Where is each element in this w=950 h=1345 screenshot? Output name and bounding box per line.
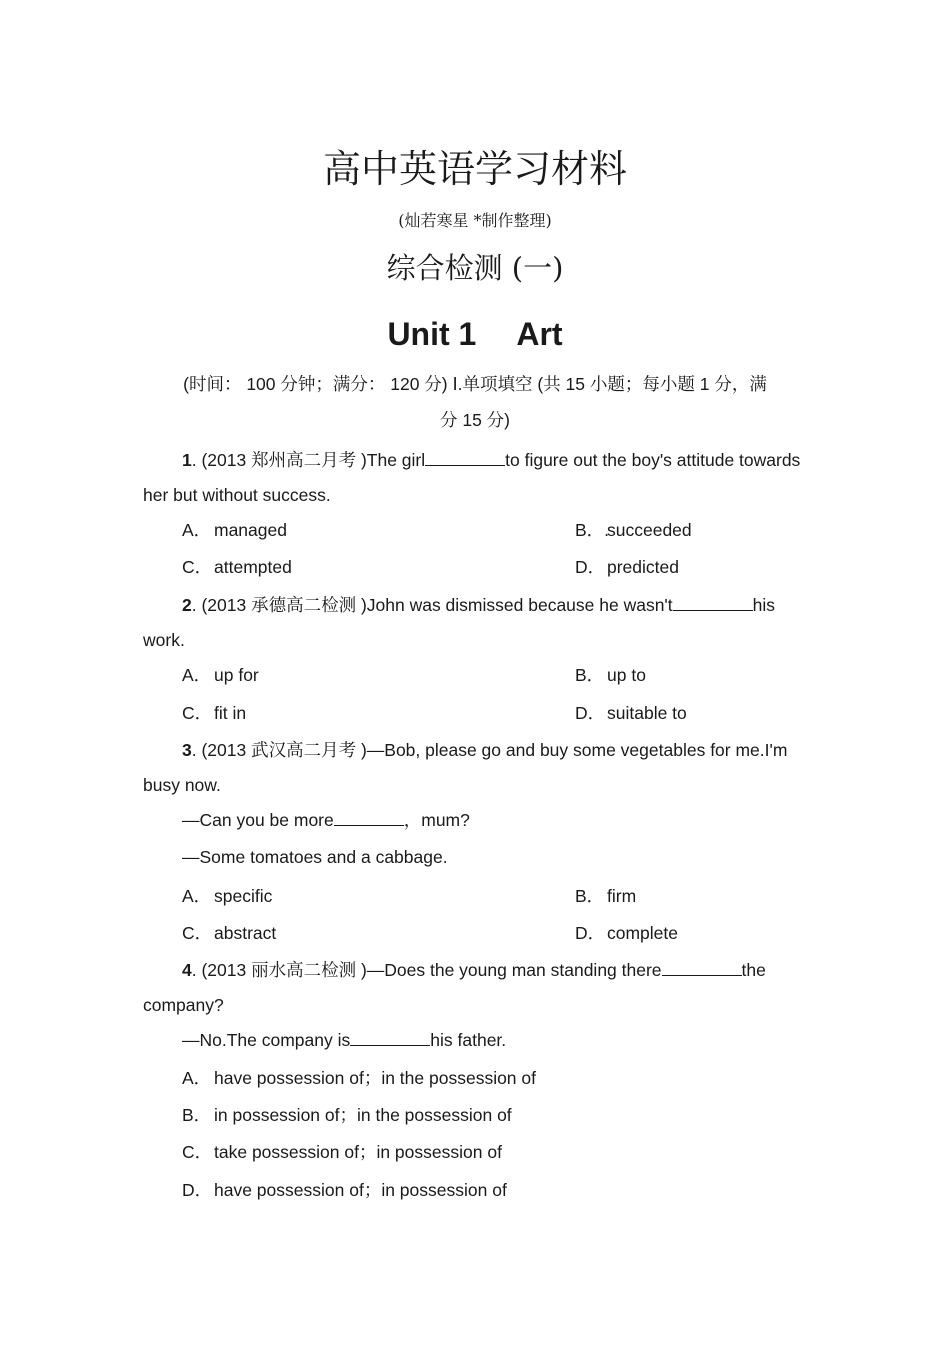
q2-option-b: B． up to bbox=[575, 665, 646, 685]
question-1-continuation: her but without success. bbox=[143, 485, 331, 505]
q2-option-a: A． up for bbox=[182, 665, 259, 685]
q4-option-b: B． in possession of；in the possession of bbox=[182, 1105, 512, 1125]
question-source: . (2013 承德高二检测 )John was dismissed because he wasn't bbox=[191, 595, 673, 615]
question-source: . (2013 武汉高二月考 )—Bob, please go and buy some vegetables for me.I'm bbox=[191, 740, 788, 760]
q4-option-c: C． take possession of；in possession of bbox=[182, 1142, 502, 1162]
unit-number: Unit 1 bbox=[387, 316, 477, 352]
unit-topic: Art bbox=[516, 316, 563, 352]
q1-option-b: B．.succeeded bbox=[575, 520, 692, 540]
test-title: 综合检测 (一) bbox=[386, 251, 564, 285]
q3-option-b: B． firm bbox=[575, 886, 637, 906]
document-title: 高中英语学习材料 bbox=[322, 147, 627, 191]
question-text: his bbox=[752, 595, 776, 615]
q3-option-a: A． specific bbox=[182, 886, 273, 906]
question-text: to figure out the boy's attitude towards bbox=[505, 450, 801, 470]
unit-heading bbox=[0, 316, 950, 353]
question-source: . (2013 丽水高二检测 )—Does the young man standing there bbox=[191, 960, 662, 980]
question-text: the bbox=[741, 960, 766, 980]
question-3-stem bbox=[182, 738, 787, 762]
question-number: 2 bbox=[182, 595, 192, 615]
question-2-continuation: work. bbox=[143, 630, 185, 650]
question-4-dialog-1: —No.The company is his father. bbox=[182, 1030, 507, 1050]
question-1-stem bbox=[182, 448, 800, 472]
q2-option-d: D． suitable to bbox=[575, 703, 687, 723]
answer-blank bbox=[334, 808, 404, 826]
q1-option-a: A． managed bbox=[182, 520, 287, 540]
answer-blank bbox=[662, 958, 742, 976]
q1-option-c: C． attempted bbox=[182, 557, 292, 577]
question-number: 3 bbox=[182, 740, 192, 760]
document-subtitle: (灿若寒星 *制作整理) bbox=[398, 211, 552, 230]
answer-blank bbox=[350, 1028, 430, 1046]
question-3-dialog-2: —Some tomatoes and a cabbage. bbox=[182, 847, 448, 867]
question-3-continuation: busy now. bbox=[143, 775, 221, 795]
q2-option-c: C． fit in bbox=[182, 703, 247, 723]
q3-option-d: D． complete bbox=[575, 923, 679, 943]
q3-option-c: C． abstract bbox=[182, 923, 277, 943]
question-4-continuation: company? bbox=[143, 995, 224, 1015]
question-number: 1 bbox=[182, 450, 192, 470]
question-source: . (2013 郑州高二月考 )The girl bbox=[191, 450, 426, 470]
instructions-line-2: 分 15 分) bbox=[439, 410, 511, 430]
q1-option-d: D． predicted bbox=[575, 557, 679, 577]
question-number: 4 bbox=[182, 960, 192, 980]
q4-option-d: D． have possession of；in possession of bbox=[182, 1180, 507, 1200]
answer-blank bbox=[673, 593, 753, 611]
question-2-stem bbox=[182, 593, 775, 617]
answer-blank bbox=[425, 448, 505, 466]
instructions-line-1: (时间： 100 分钟；满分： 120 分) Ⅰ.单项填空 (共 15 小题；每小题 1 分，满 bbox=[183, 374, 767, 394]
question-3-dialog-1: —Can you be more ，mum? bbox=[182, 810, 470, 830]
q4-option-a: A． have possession of；in the possession of bbox=[182, 1068, 536, 1088]
question-4-stem bbox=[182, 958, 766, 982]
